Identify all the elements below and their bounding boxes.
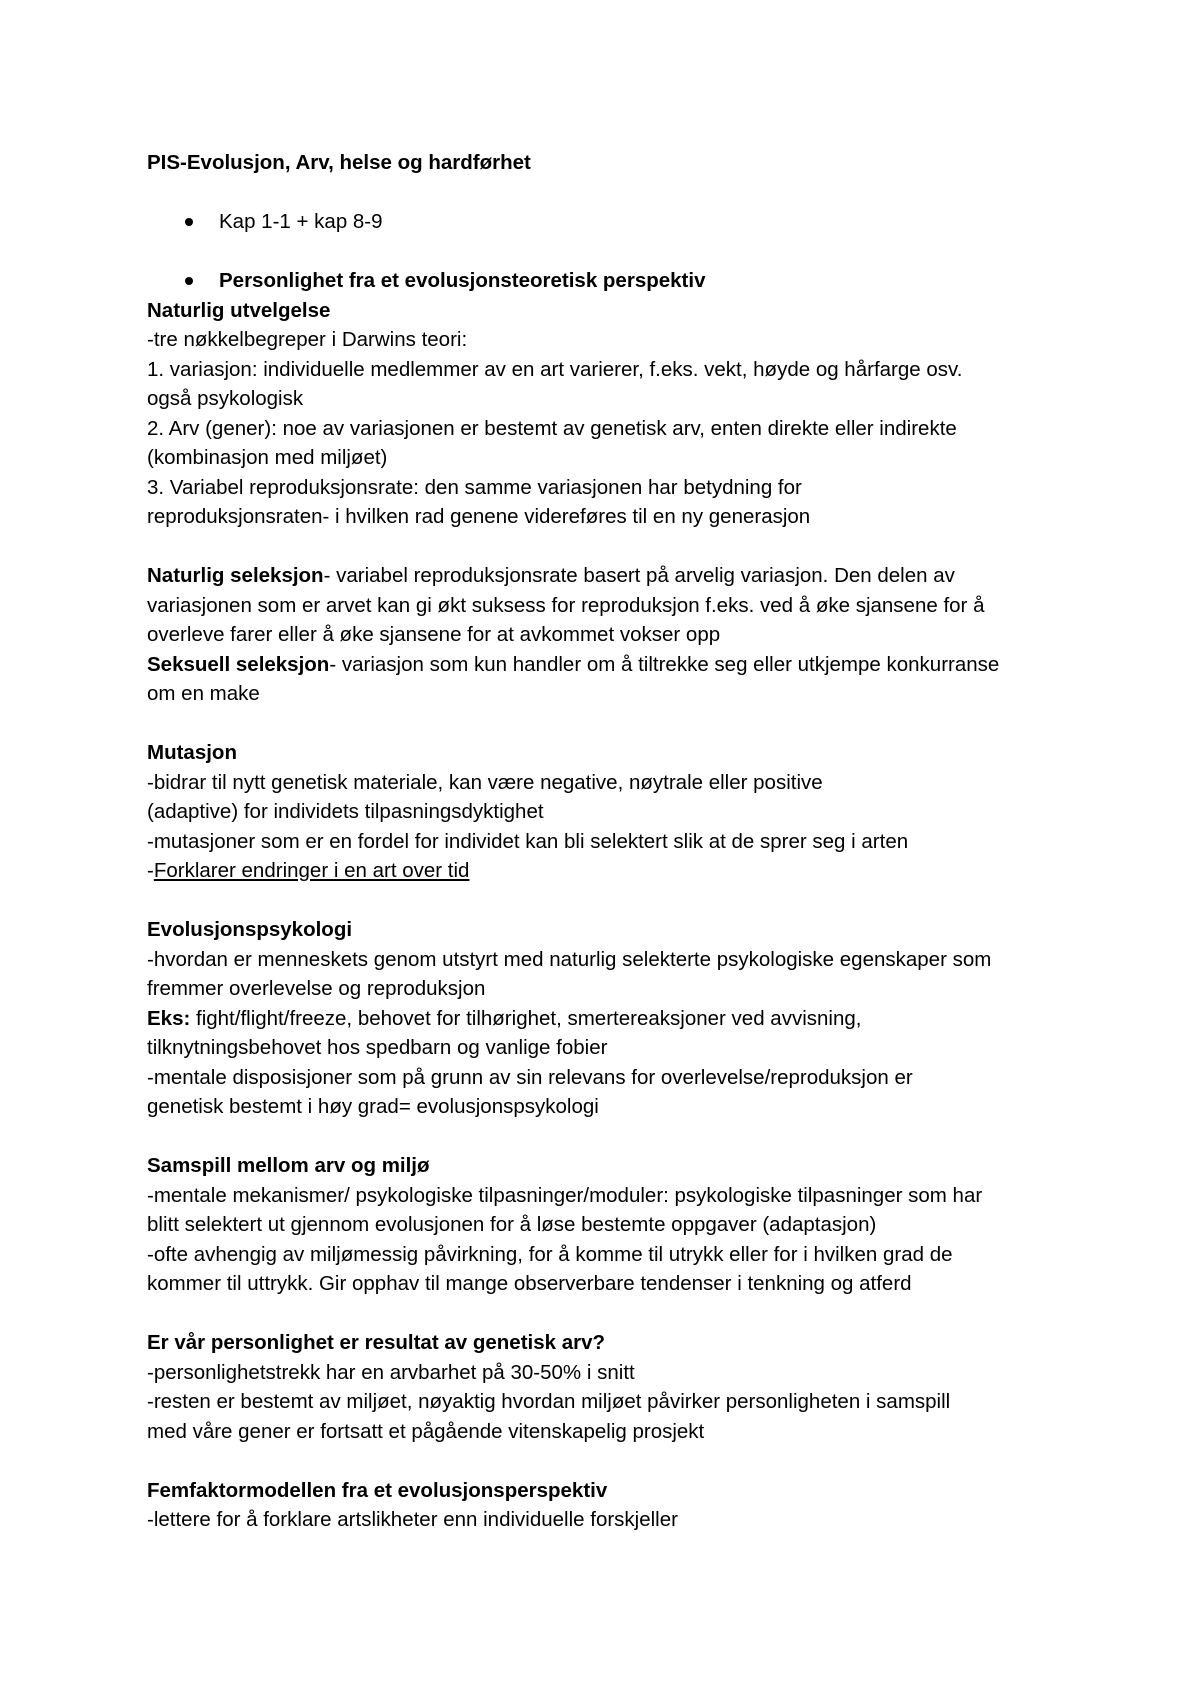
term-definition: - variasjon som kun handler om å tiltrekke seg eller utkjempe konkurranse: [329, 652, 1000, 676]
body-line: (kombinasjon med miljøet): [147, 446, 388, 469]
body-line: [147, 650, 1077, 680]
section-heading: Mutasjon: [147, 741, 237, 764]
eks-text: fight/flight/freeze, behovet for tilhørighet, smertereaksjoner ved avvisning,: [190, 1006, 862, 1030]
body-line: -hvordan er menneskets genom utstyrt med naturlig selekterte psykologiske egenskaper som: [147, 947, 992, 971]
body-line: -mentale disposisjoner som på grunn av sin relevans for overlevelse/reproduksjon er: [147, 1065, 913, 1089]
eks-label: Eks:: [147, 1006, 191, 1030]
body-line: [147, 856, 1077, 886]
body-line: tilknytningsbehovet hos spedbarn og vanlige fobier: [147, 1036, 608, 1059]
body-line: -personlighetstrekk har en arvbarhet på 30-50% i snitt: [147, 1360, 635, 1384]
bullet-item: [147, 207, 1077, 237]
section-heading: Samspill mellom arv og miljø: [147, 1154, 430, 1177]
term-seksuell-seleksjon: Seksuell seleksjon: [147, 652, 330, 676]
body-line: -resten er bestemt av miljøet, nøyaktig hvordan miljøet påvirker personligheten i samspill: [147, 1390, 951, 1413]
body-line: med våre gener er fortsatt et pågående vitenskapelig prosjekt: [147, 1419, 705, 1443]
bullet-item: [147, 266, 1077, 296]
body-line: [147, 1004, 1077, 1034]
body-line: kommer til uttrykk. Gir opphav til mange observerbare tendenser i tenkning og atferd: [147, 1272, 912, 1295]
body-line: 1. variasjon: individuelle medlemmer av en art varierer, f.eks. vekt, høyde og hårfarge osv.: [147, 357, 963, 381]
body-line: -ofte avhengig av miljømessig påvirkning, for å komme til utrykk eller for i hvilken grad de: [147, 1242, 953, 1266]
body-line: overleve farer eller å øke sjansene for at avkommet vokser opp: [147, 623, 721, 646]
term-definition: - variabel reproduksjonsrate basert på arvelig variasjon. Den delen av: [323, 564, 955, 587]
section-heading: Er vår personlighet er resultat av genetisk arv?: [147, 1331, 606, 1354]
section-heading: Naturlig utvelgelse: [147, 298, 331, 322]
bullet-icon: [185, 277, 193, 285]
bullet-icon: [185, 218, 193, 226]
body-line: også psykologisk: [147, 387, 304, 410]
body-line: reproduksjonsraten- i hvilken rad genene videreføres til en ny generasjon: [147, 505, 811, 528]
document-title: PIS-Evolusjon, Arv, helse og hardførhet: [147, 151, 531, 174]
section-heading: Femfaktormodellen fra et evolusjonsperspektiv: [147, 1478, 608, 1502]
body-line: -bidrar til nytt genetisk materiale, kan være negative, nøytrale eller positive: [147, 770, 823, 794]
body-line: 3. Variabel reproduksjonsrate: den samme variasjonen har betydning for: [147, 475, 802, 499]
body-line: blitt selektert ut gjennom evolusjonen for å løse bestemte oppgaver (adaptasjon): [147, 1213, 877, 1236]
term-naturlig-seleksjon: Naturlig seleksjon: [147, 564, 324, 587]
underlined-text: Forklarer endringer i en art over tid: [153, 859, 470, 882]
body-line: 2. Arv (gener): noe av variasjonen er bestemt av genetisk arv, enten direkte eller indirekte: [147, 416, 957, 440]
body-line: variasjonen som er arvet kan gi økt suksess for reproduksjon f.eks. ved å øke sjansene for å: [147, 593, 985, 617]
dash-prefix: -: [147, 859, 154, 882]
bullet-text: Kap 1-1 + kap 8-9: [219, 210, 383, 233]
section-heading: Evolusjonspsykologi: [147, 918, 353, 941]
document-page: [147, 148, 1077, 1535]
body-line: (adaptive) for individets tilpasningsdyktighet: [147, 800, 544, 823]
body-line: [147, 561, 1077, 591]
bullet-text: Personlighet fra et evolusjonsteoretisk perspektiv: [219, 269, 706, 292]
body-line: -tre nøkkelbegreper i Darwins teori:: [147, 328, 468, 351]
body-line: fremmer overlevelse og reproduksjon: [147, 977, 486, 1000]
body-line: -mentale mekanismer/ psykologiske tilpasninger/moduler: psykologiske tilpasninger som har: [147, 1183, 983, 1207]
body-line: genetisk bestemt i høy grad= evolusjonspsykologi: [147, 1095, 599, 1118]
body-line: om en make: [147, 682, 260, 705]
body-line: -mutasjoner som er en fordel for individet kan bli selektert slik at de sprer seg i arten: [147, 829, 909, 853]
body-line: -lettere for å forklare artslikheter enn individuelle forskjeller: [147, 1508, 678, 1531]
